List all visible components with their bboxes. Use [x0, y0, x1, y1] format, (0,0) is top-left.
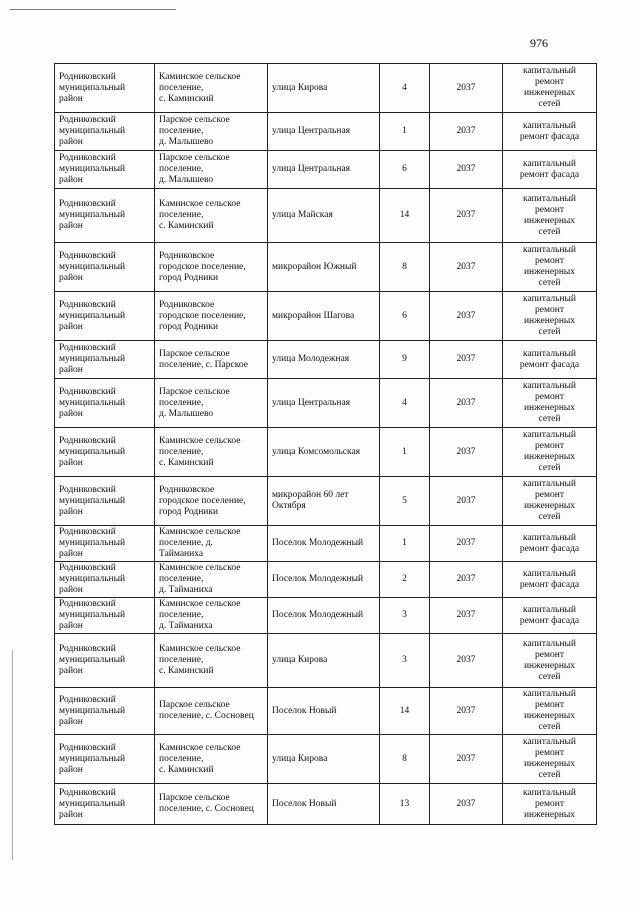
district-cell: Родниковский муниципальный район [55, 341, 155, 379]
district-cell: Родниковский муниципальный район [55, 151, 155, 189]
district-cell: Родниковский муниципальный район [55, 379, 155, 428]
work-type-cell: капитальный ремонт инженерных [503, 784, 597, 825]
year-cell: 2037 [430, 598, 503, 634]
house-number-cell: 1 [380, 526, 430, 562]
work-type-cell: капитальный ремонт фасада [503, 562, 597, 598]
settlement-cell: Парское сельское поселение, д. Малышево [155, 151, 268, 189]
district-cell: Родниковский муниципальный район [55, 526, 155, 562]
table-row [55, 243, 597, 292]
district-cell: Родниковский муниципальный район [55, 598, 155, 634]
table-row [55, 379, 597, 428]
year-cell: 2037 [430, 151, 503, 189]
house-number-cell: 2 [380, 562, 430, 598]
work-type-cell: капитальный ремонт инженерных сетей [503, 189, 597, 243]
table-body [55, 64, 597, 825]
street-cell: улица Молодежная [268, 341, 380, 379]
house-number-cell: 14 [380, 189, 430, 243]
street-cell: улица Центральная [268, 151, 380, 189]
house-number-cell: 14 [380, 688, 430, 735]
work-type-cell: капитальный ремонт фасада [503, 526, 597, 562]
street-cell: улица Кирова [268, 735, 380, 784]
year-cell: 2037 [430, 379, 503, 428]
year-cell: 2037 [430, 477, 503, 526]
house-number-cell: 8 [380, 243, 430, 292]
district-cell: Родниковский муниципальный район [55, 243, 155, 292]
house-number-cell: 1 [380, 428, 430, 477]
settlement-cell: Каминское сельское поселение, с. Каминский [155, 735, 268, 784]
year-cell: 2037 [430, 64, 503, 113]
work-type-cell: капитальный ремонт фасада [503, 341, 597, 379]
table-row [55, 634, 597, 688]
table-row [55, 562, 597, 598]
settlement-cell: Родниковское городское поселение, город Родники [155, 292, 268, 341]
year-cell: 2037 [430, 341, 503, 379]
street-cell: Поселок Новый [268, 784, 380, 825]
table-row [55, 113, 597, 151]
top-rule [10, 9, 176, 10]
settlement-cell: Родниковское городское поселение, город Родники [155, 243, 268, 292]
settlement-cell: Каминское сельское поселение, д. Тайманиха [155, 598, 268, 634]
settlement-cell: Каминское сельское поселение, д. Тайманиха [155, 562, 268, 598]
settlement-cell: Каминское сельское поселение, с. Каминский [155, 428, 268, 477]
house-number-cell: 4 [380, 64, 430, 113]
year-cell: 2037 [430, 292, 503, 341]
settlement-cell: Каминское сельское поселение, д. Тайманиха [155, 526, 268, 562]
table-row [55, 151, 597, 189]
district-cell: Родниковский муниципальный район [55, 688, 155, 735]
house-number-cell: 4 [380, 379, 430, 428]
work-type-cell: капитальный ремонт инженерных сетей [503, 688, 597, 735]
street-cell: микрорайон 60 лет Октября [268, 477, 380, 526]
work-type-cell: капитальный ремонт инженерных сетей [503, 477, 597, 526]
street-cell: улица Майская [268, 189, 380, 243]
work-type-cell: капитальный ремонт фасада [503, 151, 597, 189]
work-type-cell: капитальный ремонт инженерных сетей [503, 634, 597, 688]
street-cell: Поселок Молодежный [268, 598, 380, 634]
page-number: 976 [530, 36, 548, 50]
table-row [55, 292, 597, 341]
house-number-cell: 3 [380, 634, 430, 688]
year-cell: 2037 [430, 428, 503, 477]
district-cell: Родниковский муниципальный район [55, 634, 155, 688]
work-type-cell: капитальный ремонт фасада [503, 598, 597, 634]
table-row [55, 64, 597, 113]
settlement-cell: Парское сельское поселение, д. Малышево [155, 113, 268, 151]
table-row [55, 189, 597, 243]
house-number-cell: 6 [380, 292, 430, 341]
year-cell: 2037 [430, 113, 503, 151]
district-cell: Родниковский муниципальный район [55, 562, 155, 598]
year-cell: 2037 [430, 562, 503, 598]
year-cell: 2037 [430, 784, 503, 825]
year-cell: 2037 [430, 243, 503, 292]
table-row [55, 477, 597, 526]
house-number-cell: 8 [380, 735, 430, 784]
house-number-cell: 3 [380, 598, 430, 634]
street-cell: Поселок Новый [268, 688, 380, 735]
table-row [55, 598, 597, 634]
house-number-cell: 5 [380, 477, 430, 526]
district-cell: Родниковский муниципальный район [55, 189, 155, 243]
work-type-cell: капитальный ремонт инженерных сетей [503, 292, 597, 341]
year-cell: 2037 [430, 526, 503, 562]
house-number-cell: 9 [380, 341, 430, 379]
district-cell: Родниковский муниципальный район [55, 735, 155, 784]
street-cell: улица Кирова [268, 634, 380, 688]
street-cell: улица Комсомольская [268, 428, 380, 477]
district-cell: Родниковский муниципальный район [55, 292, 155, 341]
district-cell: Родниковский муниципальный район [55, 64, 155, 113]
settlement-cell: Парское сельское поселение, с. Сосновец [155, 688, 268, 735]
work-type-cell: капитальный ремонт инженерных сетей [503, 428, 597, 477]
settlement-cell: Каминское сельское поселение, с. Каминский [155, 634, 268, 688]
table-row [55, 688, 597, 735]
settlement-cell: Парское сельское поселение, с. Парское [155, 341, 268, 379]
settlement-cell: Парское сельское поселение, д. Малышево [155, 379, 268, 428]
year-cell: 2037 [430, 735, 503, 784]
work-type-cell: капитальный ремонт инженерных сетей [503, 735, 597, 784]
street-cell: Поселок Молодежный [268, 526, 380, 562]
district-cell: Родниковский муниципальный район [55, 113, 155, 151]
table-row [55, 341, 597, 379]
house-number-cell: 13 [380, 784, 430, 825]
table-row [55, 428, 597, 477]
district-cell: Родниковский муниципальный район [55, 784, 155, 825]
table-row [55, 526, 597, 562]
street-cell: улица Кирова [268, 64, 380, 113]
street-cell: микрорайон Южный [268, 243, 380, 292]
district-cell: Родниковский муниципальный район [55, 428, 155, 477]
year-cell: 2037 [430, 688, 503, 735]
work-type-cell: капитальный ремонт инженерных сетей [503, 243, 597, 292]
settlement-cell: Парское сельское поселение, с. Сосновец [155, 784, 268, 825]
table-row [55, 784, 597, 825]
settlement-cell: Каминское сельское поселение, с. Каминский [155, 64, 268, 113]
street-cell: улица Центральная [268, 379, 380, 428]
street-cell: микрорайон Шагова [268, 292, 380, 341]
house-number-cell: 6 [380, 151, 430, 189]
left-margin-rule [12, 650, 13, 860]
house-number-cell: 1 [380, 113, 430, 151]
street-cell: Поселок Молодежный [268, 562, 380, 598]
table-row [55, 735, 597, 784]
repair-schedule-table [54, 63, 597, 825]
work-type-cell: капитальный ремонт инженерных сетей [503, 64, 597, 113]
settlement-cell: Каминское сельское поселение, с. Каминский [155, 189, 268, 243]
district-cell: Родниковский муниципальный район [55, 477, 155, 526]
work-type-cell: капитальный ремонт инженерных сетей [503, 379, 597, 428]
work-type-cell: капитальный ремонт фасада [503, 113, 597, 151]
year-cell: 2037 [430, 189, 503, 243]
settlement-cell: Родниковское городское поселение, город Родники [155, 477, 268, 526]
year-cell: 2037 [430, 634, 503, 688]
street-cell: улица Центральная [268, 113, 380, 151]
